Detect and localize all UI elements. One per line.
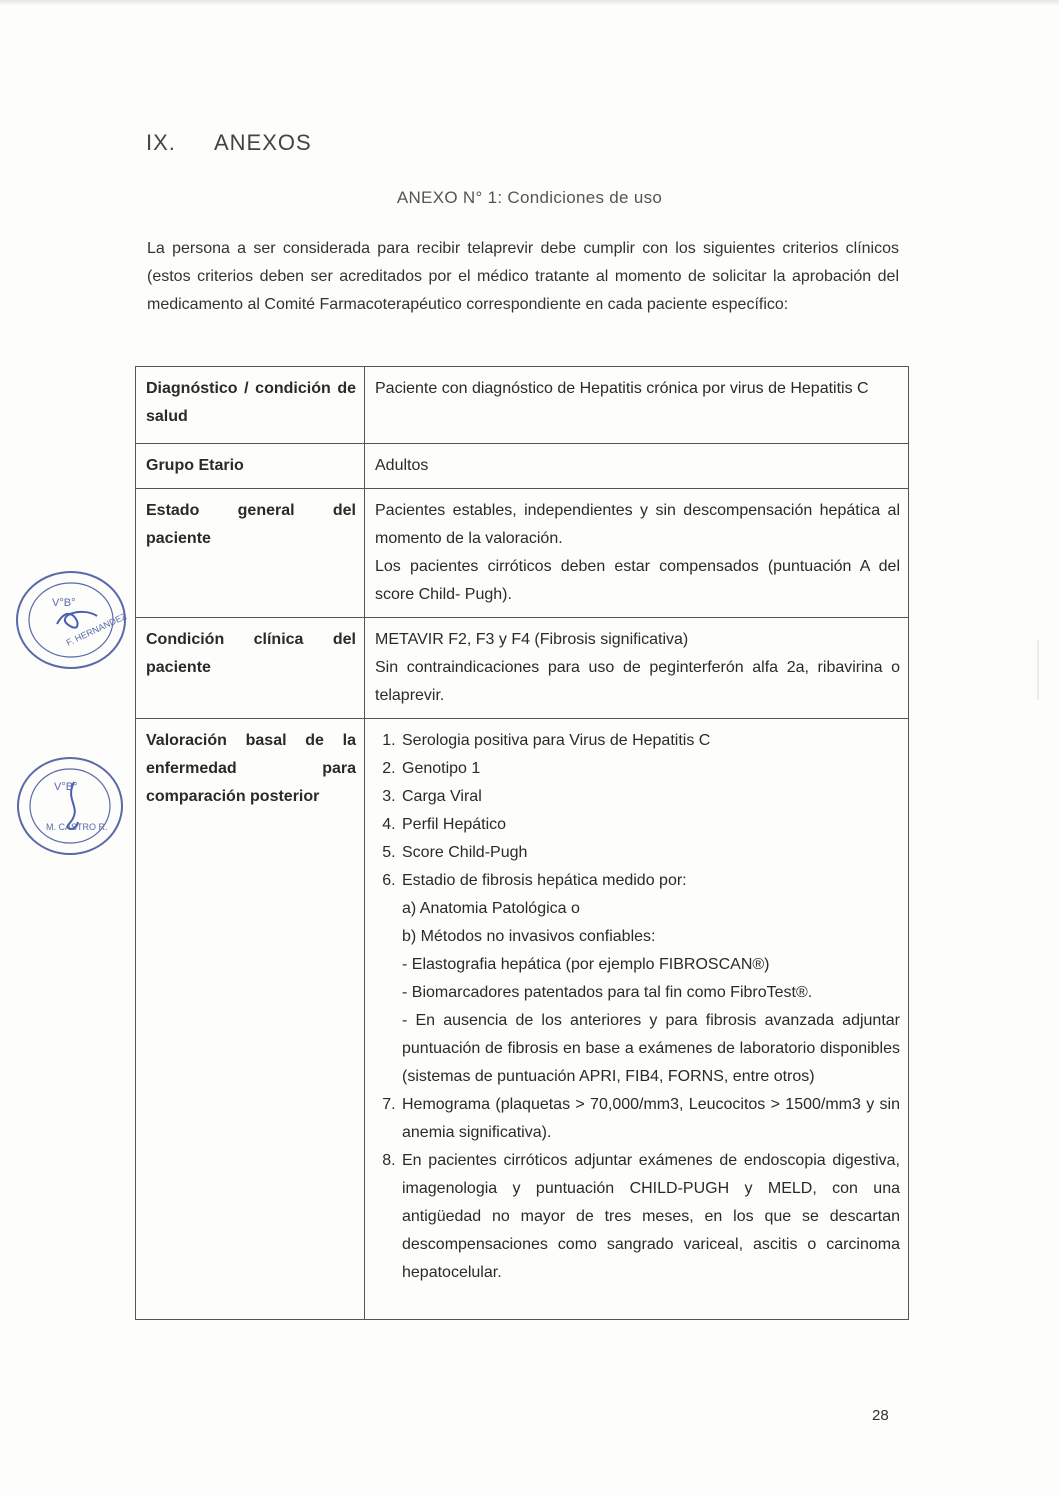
sub-item: a) Anatomia Patológica o: [402, 900, 580, 917]
value-line: METAVIR F2, F3 y F4 (Fibrosis significativa): [375, 631, 689, 648]
table-row: [136, 367, 909, 444]
list-item: 8. En pacientes cirróticos adjuntar exámenes de endoscopia digestiva, imagenologia y puntuación CHILD-PUGH y MELD, con una antigüedad no mayor de tres meses, en los que se descartan descompensaciones como sangrado variceal, ascitis o carcinoma hepatocelular.: [400, 1147, 900, 1287]
annex-number: ANEXO N° 1:: [396, 188, 503, 207]
list-item: 1. Serologia positiva para Virus de Hepatitis C: [400, 727, 900, 755]
table-row: [136, 618, 909, 719]
row-value: Adultos: [365, 444, 909, 489]
svg-text:V°B°: V°B°: [52, 597, 76, 609]
list-item: 5. Score Child-Pugh: [400, 839, 900, 867]
value-line: Los pacientes cirróticos deben estar compensados (puntuación A del score Child- Pugh).: [375, 558, 900, 603]
svg-text:M. CASTRO R.: M. CASTRO R.: [46, 822, 108, 832]
criteria-table: [135, 366, 909, 1320]
svg-text:V°B°: V°B°: [54, 781, 78, 793]
list-item: 4. Perfil Hepático: [400, 811, 900, 839]
sub-item: - Biomarcadores patentados para tal fin como FibroTest®.: [402, 984, 813, 1001]
list-item: 2. Genotipo 1: [400, 755, 900, 783]
svg-text:F. HERNANDEZ: F. HERNANDEZ: [64, 611, 129, 648]
table-row: [136, 444, 909, 489]
section-number: IX.: [146, 130, 176, 155]
table-row: [136, 719, 909, 1320]
sub-item: b) Métodos no invasivos confiables:: [402, 928, 656, 945]
list-item: 7. Hemograma (plaquetas > 70,000/mm3, Leucocitos > 1500/mm3 y sin anemia significativa).: [400, 1091, 900, 1147]
table-row: [136, 489, 909, 618]
sub-item: - Elastografia hepática (por ejemplo FIBROSCAN®): [402, 956, 770, 973]
row-label: Diagnóstico / condición de salud: [136, 367, 365, 444]
row-value: Paciente con diagnóstico de Hepatitis crónica por virus de Hepatitis C: [365, 367, 909, 444]
row-value: [365, 489, 909, 618]
evaluation-list: [375, 727, 900, 1287]
scan-top-edge: [0, 0, 1059, 6]
row-value: [365, 719, 909, 1320]
list-item: 3. Carga Viral: [400, 783, 900, 811]
list-item: [400, 867, 900, 1091]
intro-paragraph: La persona a ser considerada para recibir telaprevir debe cumplir con los siguientes criterios clínicos (estos criterios deben ser acreditados por el médico tratante al momento de solicitar la aprobación del medicamento al Comité Farmacoterapéutico correspondiente en cada paciente específico:: [147, 240, 899, 313]
value-line: Pacientes estables, independientes y sin descompensación hepática al momento de la valoración.: [375, 502, 900, 547]
approval-seal-top: [12, 566, 130, 674]
row-label: Valoración basal de la enfermedad para comparación posterior: [136, 719, 365, 1320]
value-line: Sin contraindicaciones para uso de peginterferón alfa 2a, ribavirina o telaprevir.: [375, 659, 900, 704]
row-value: [365, 618, 909, 719]
list-item-text: Estadio de fibrosis hepática medido por:: [402, 872, 687, 889]
page-number: 28: [872, 1407, 889, 1424]
sub-item: - En ausencia de los anteriores y para fibrosis avanzada adjuntar puntuación de fibrosis en base a exámenes de laboratorio disponibles (sistemas de puntuación APRI, FIB4, FORNS, entre otros): [402, 1012, 900, 1085]
annex-title: [0, 188, 1059, 208]
row-label: Estado general del paciente: [136, 489, 365, 618]
section-title: ANEXOS: [214, 130, 312, 155]
fibrosis-sublist: [402, 895, 900, 1091]
section-heading: [146, 130, 312, 156]
annex-subtitle: Condiciones de uso: [507, 188, 663, 207]
scan-artifact: [1037, 640, 1039, 700]
row-label: Grupo Etario: [136, 444, 365, 489]
row-label: Condición clínica del paciente: [136, 618, 365, 719]
approval-seal-bottom: [14, 752, 126, 860]
